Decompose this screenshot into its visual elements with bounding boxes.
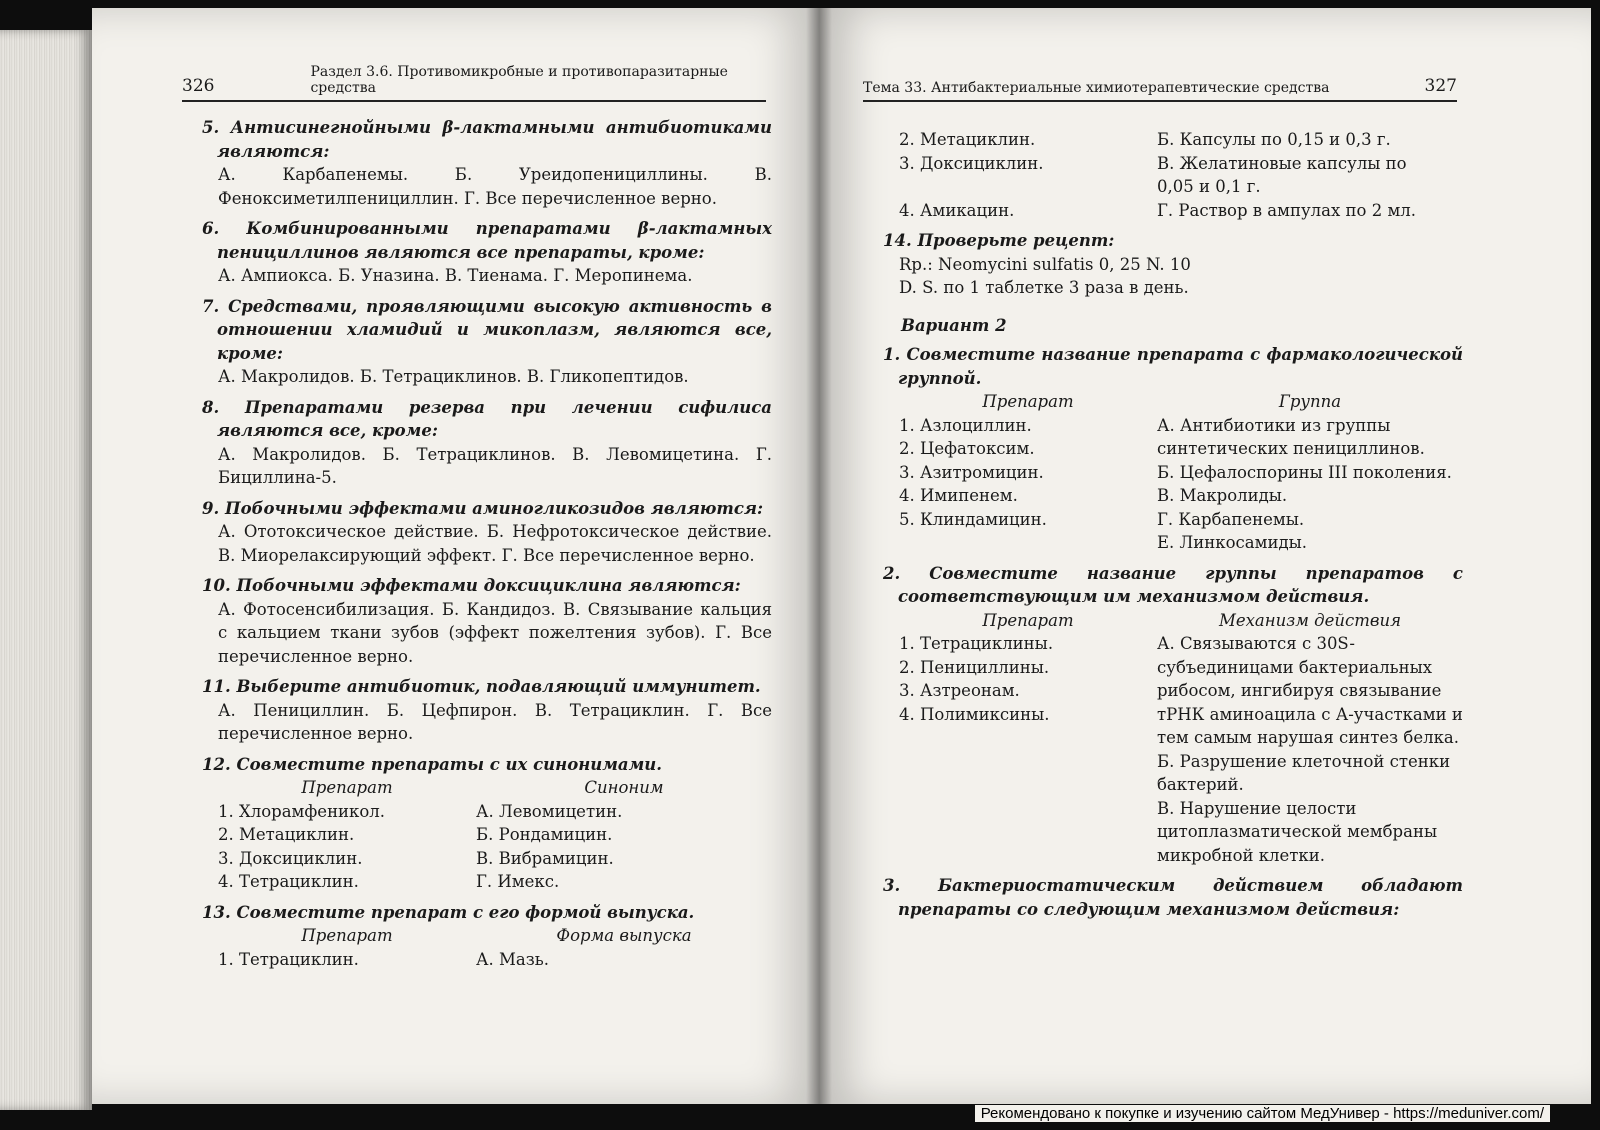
question-number: 12.	[202, 754, 231, 774]
column-header: Препарат	[982, 392, 1074, 411]
right-running-head: Тема 33. Антибактериальные химиотерапевтические средства	[863, 80, 1330, 96]
question-number: 11.	[202, 677, 231, 696]
list-item: Rp.: Neomycini sulfatis 0, 25 N. 10	[899, 254, 1191, 274]
question-item	[182, 675, 772, 746]
question-number: 7.	[202, 296, 220, 316]
list-item: Б. Рондамицин.	[476, 825, 613, 844]
list-item: 3. Доксициклин.	[218, 848, 363, 868]
question-text: Совместите название препарата с фармакологической группой.	[898, 345, 1463, 388]
question-text: Совместите название группы препаратов с соответствующим им механизмом действия.	[898, 563, 1463, 606]
list-item: 0,05 и 0,1 г.	[1157, 177, 1261, 196]
variant2-question-1	[863, 343, 1463, 555]
drug-list	[899, 414, 1157, 555]
question-13-continued	[863, 128, 1463, 222]
question-item	[182, 217, 772, 288]
question-number: 3.	[883, 876, 901, 895]
list-item: 2. Метациклин.	[899, 130, 1036, 149]
right-page	[819, 8, 1591, 1104]
question-text: Бактериостатическим действием обладают препараты со следующим механизмом действия:	[898, 876, 1463, 919]
question-number: 8.	[202, 397, 220, 417]
page-edges	[0, 30, 92, 1110]
question-13	[182, 901, 772, 972]
left-page	[92, 8, 819, 1104]
list-item: В. Вибрамицин.	[476, 848, 614, 868]
question-text: Совместите препарат с его формой выпуска.	[236, 902, 695, 922]
question-text: Препаратами резерва при лечении сифилиса являются все, кроме:	[217, 397, 772, 440]
list-item: 1. Тетрациклины.	[899, 634, 1054, 653]
column-header: Форма выпуска	[556, 926, 692, 945]
list-item: В. Нарушение целости цитоплазматической мембраны микробной клетки.	[1157, 798, 1438, 865]
list-item: D. S. по 1 таблетке 3 раза в день.	[899, 278, 1189, 297]
footer-watermark[interactable]: Рекомендовано к покупке и изучению сайтом МедУнивер - https://meduniver.com/	[975, 1105, 1550, 1122]
list-item: 4. Амикацин.	[899, 200, 1015, 220]
right-page-content	[863, 128, 1463, 928]
question-number: 14.	[883, 231, 912, 250]
list-item: 5. Клиндамицин.	[899, 509, 1047, 529]
column-header: Препарат	[301, 926, 393, 945]
question-text: Совместите препараты с их синонимами.	[236, 754, 663, 774]
list-item: 3. Доксициклин.	[899, 153, 1044, 173]
prescription	[863, 253, 1463, 300]
question-number: 2.	[883, 563, 901, 583]
question-number: 5.	[202, 118, 220, 137]
question-text: Выберите антибиотик, подавляющий иммунитет.	[236, 677, 761, 696]
question-item	[182, 295, 772, 389]
list-item: В. Желатиновые капсулы по	[1157, 153, 1407, 173]
list-item: 1. Тетрациклин.	[218, 949, 359, 969]
column-header: Синоним	[584, 778, 664, 797]
answer-options: А. Ампиокса. Б. Уназина. В. Тиенама. Г. Меропинема.	[218, 266, 693, 285]
right-page-number: 327	[1424, 76, 1457, 96]
question-number: 6.	[202, 219, 220, 238]
question-number: 9.	[202, 498, 220, 518]
column-header: Препарат	[301, 778, 393, 797]
variant2-question-2	[863, 562, 1463, 868]
left-page-content	[182, 116, 772, 978]
list-item: 3. Азтреонам.	[899, 681, 1020, 700]
list-item: А. Левомицетин.	[476, 801, 623, 821]
list-item: 2. Пенициллины.	[899, 657, 1050, 677]
right-page-header	[863, 66, 1457, 102]
list-item	[899, 175, 1157, 199]
answer-options: А. Карбапенемы. Б. Уреидопенициллины. В. Феноксиметилпенициллин. Г. Все перечисленное верно.	[218, 165, 772, 208]
question-number: 1.	[883, 345, 901, 364]
mechanism-list	[1157, 632, 1463, 867]
question-number: 10.	[202, 576, 231, 595]
question-item	[182, 396, 772, 490]
answer-options: А. Ототоксическое действие. Б. Нефротоксическое действие. В. Миорелаксирующий эффект. Г. Все перечисленное верно.	[218, 522, 772, 565]
variant-heading: Вариант 2	[901, 315, 1007, 335]
list-item: 2. Метациклин.	[218, 825, 355, 844]
answer-options: А. Макролидов. Б. Тетрациклинов. В. Гликопептидов.	[218, 367, 689, 386]
question-text: Комбинированными препаратами β-лактамных пенициллинов являются все препараты, кроме:	[217, 219, 772, 262]
column-header: Препарат	[982, 610, 1074, 630]
form-list	[1157, 128, 1463, 222]
question-12	[182, 753, 772, 894]
list-item: 3. Азитромицин.	[899, 462, 1044, 482]
answer-options: А. Фотосенсибилизация. Б. Кандидоз. В. Связывание кальция с кальцием ткани зубов (эффект пожелтения зубов). Г. Все перечисленное верно.	[218, 599, 772, 666]
list-item: Г. Имекс.	[476, 872, 560, 891]
list-item: 4. Тетрациклин.	[218, 872, 359, 891]
column-header: Механизм действия	[1218, 610, 1402, 630]
list-item: Б. Цефалоспорины III поколения.	[1157, 462, 1452, 482]
list-item: 2. Цефатоксим.	[899, 439, 1035, 458]
synonym-list	[476, 800, 772, 894]
answer-options: А. Макролидов. Б. Тетрациклинов. В. Левомицетина. Г. Бициллина-5.	[218, 444, 772, 487]
left-questions	[182, 116, 772, 746]
question-text: Побочными эффектами доксициклина являются:	[236, 576, 741, 595]
list-item: 4. Полимиксины.	[899, 704, 1050, 724]
drug-list	[899, 632, 1157, 867]
list-item: 1. Хлорамфеникол.	[218, 801, 386, 821]
question-text: Побочными эффектами аминогликозидов являются:	[224, 498, 764, 518]
list-item: Б. Капсулы по 0,15 и 0,3 г.	[1157, 130, 1391, 149]
book-gutter	[806, 8, 832, 1104]
group-list	[1157, 414, 1463, 555]
column-header: Группа	[1278, 392, 1342, 411]
question-number: 13.	[202, 902, 231, 922]
question-item	[182, 116, 772, 210]
question-text: Проверьте рецепт:	[917, 231, 1115, 250]
list-item: В. Макролиды.	[1157, 486, 1288, 505]
question-item	[182, 574, 772, 668]
list-item: 1. Азлоциллин.	[899, 415, 1032, 435]
left-page-number: 326	[182, 76, 215, 96]
question-text: Антисинегнойными β-лактамными антибиотиками являются:	[217, 118, 772, 161]
form-list	[476, 948, 772, 972]
list-item: Б. Разрушение клеточной стенки бактерий.	[1157, 751, 1451, 794]
question-item	[182, 497, 772, 568]
list-item: Г. Карбапенемы.	[1157, 509, 1305, 529]
drug-list	[899, 128, 1157, 222]
list-item: А. Мазь.	[476, 949, 549, 969]
question-14	[863, 229, 1463, 300]
list-item: А. Связываются с 30S-субъединицами бактериальных рибосом, ингибируя связывание тРНК аминоацила с А-участками и тем самым нарушая синтез белка.	[1157, 634, 1463, 747]
left-running-head: Раздел 3.6. Противомикробные и противопаразитарные средства	[310, 64, 728, 96]
question-text: Средствами, проявляющими высокую активность в отношении хламидий и микоплазм, являются все, кроме:	[217, 296, 772, 363]
left-page-header	[182, 66, 766, 102]
variant2-question-3	[863, 874, 1463, 921]
list-item: 4. Имипенем.	[899, 486, 1018, 505]
list-item: А. Антибиотики из группы синтетических пенициллинов.	[1157, 415, 1425, 458]
list-item: Е. Линкосамиды.	[1157, 533, 1307, 552]
drug-list	[218, 948, 476, 972]
drug-list	[218, 800, 476, 894]
answer-options: А. Пенициллин. Б. Цефпирон. В. Тетрациклин. Г. Все перечисленное верно.	[218, 700, 772, 743]
list-item: Г. Раствор в ампулах по 2 мл.	[1157, 200, 1417, 220]
